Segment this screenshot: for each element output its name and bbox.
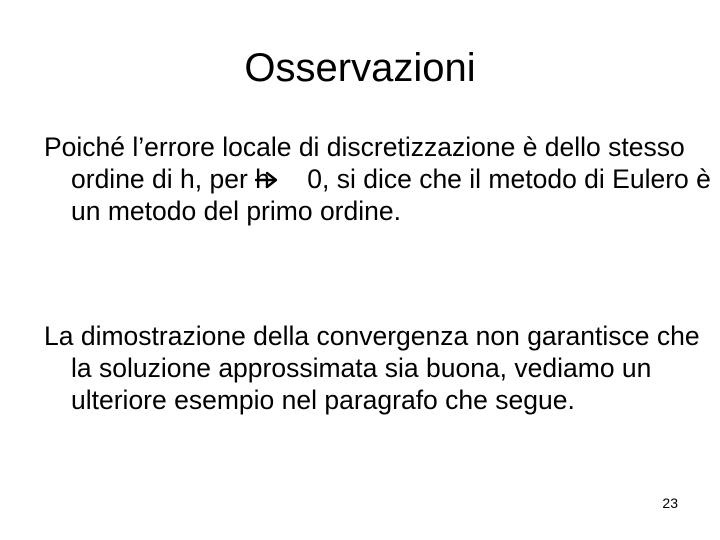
slide-title: Osservazioni bbox=[244, 46, 476, 90]
paragraph-convergence-order bbox=[44, 131, 711, 227]
paragraph-1-text-after-arrow: 0, si dice che il metodo di Eulero è un metodo del primo ordine. bbox=[71, 164, 711, 226]
paragraph-convergence-proof: La dimostrazione della convergenza non garantisce che la soluzione approssimata sia buona, vediamo un ulteriore esempio nel paragrafo che segue. bbox=[44, 321, 700, 415]
right-arrow-icon bbox=[282, 164, 306, 182]
page-number: 23 bbox=[662, 495, 678, 511]
paragraph-1-text-before-arrow: Poiché l’errore locale di discretizzazione è dello stesso ordine di h, per h bbox=[44, 132, 685, 194]
